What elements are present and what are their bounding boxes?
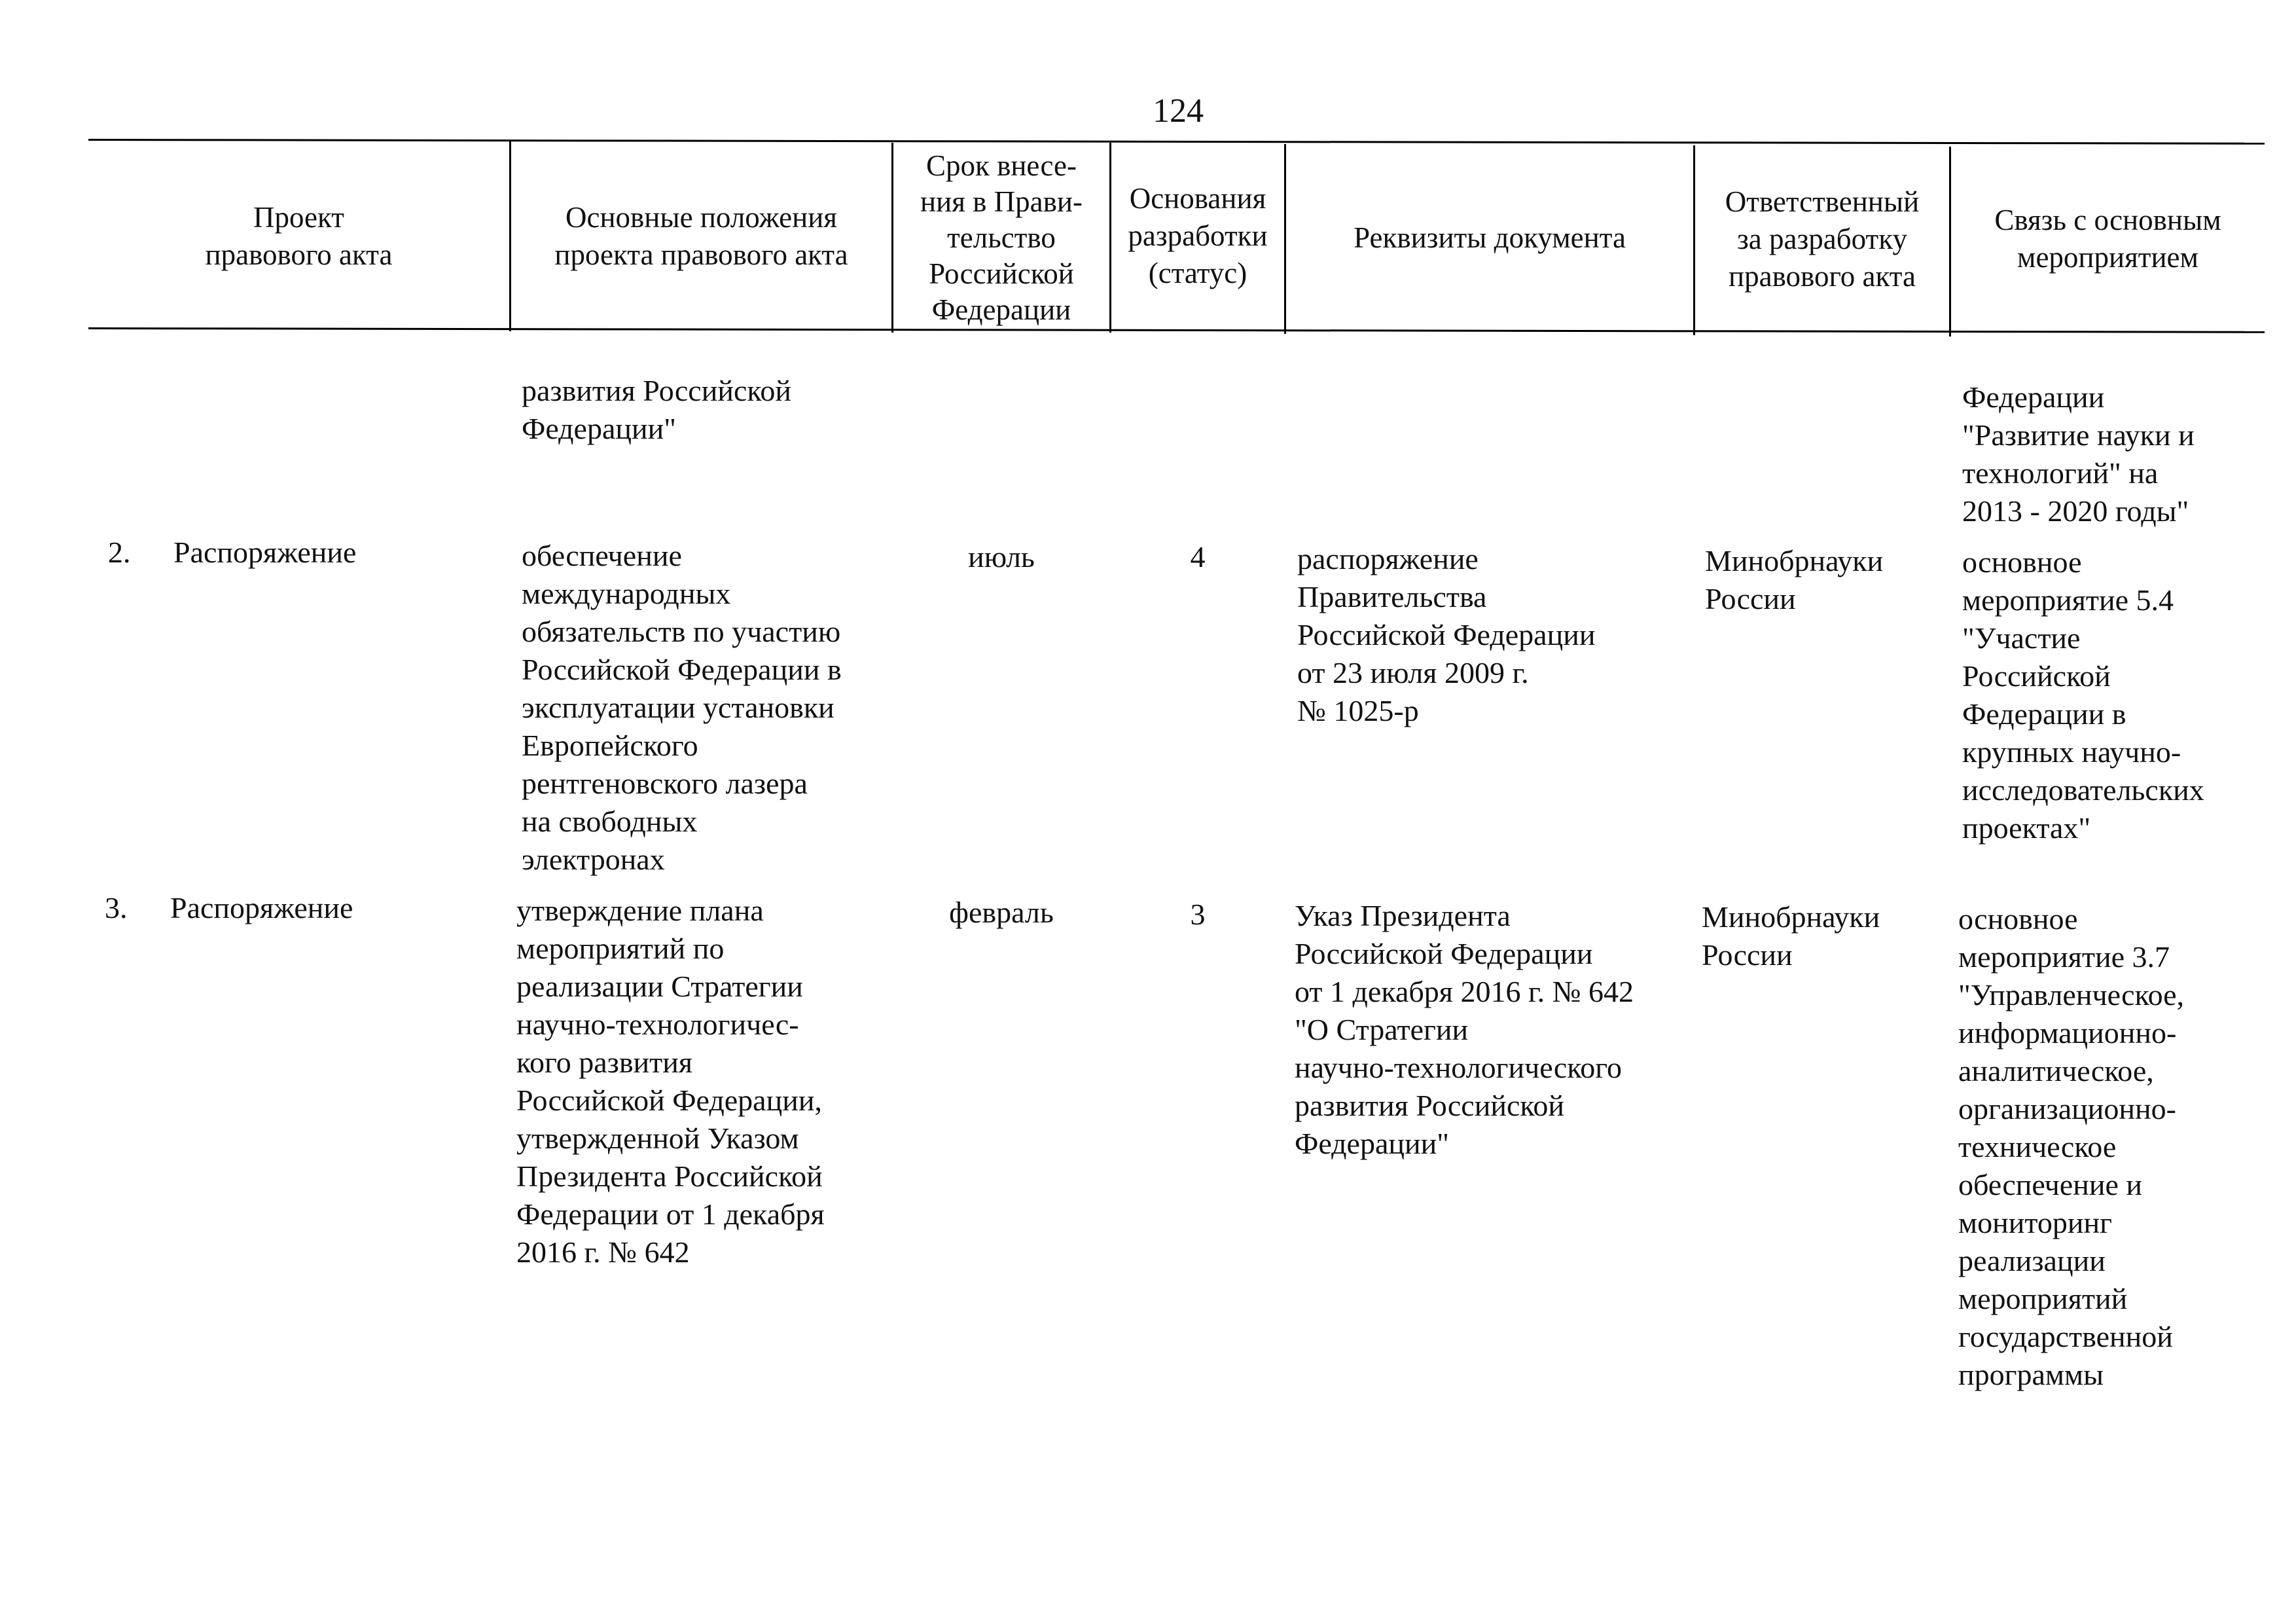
- header-basis: Основания разработки (статус): [1128, 182, 1268, 289]
- row-3-provisions: утверждение плана мероприятий по реализации Стратегии научно-технологичес- кого развития Российской Федерации, утвержденной Указом Президента Российской Федерации от 1 декабря 2016 г. № 642: [516, 894, 825, 1269]
- header-requisites: Реквизиты документа: [1354, 221, 1626, 254]
- row-2-link: основное мероприятие 5.4 "Участие Российской Федерации в крупных научно- исследовательских проектах": [1962, 545, 2204, 845]
- header-link: Связь с основным мероприятием: [1994, 204, 2221, 274]
- row-2-deadline: июль: [968, 540, 1035, 574]
- header-deadline: Срок внесе- ния в Прави- тельство Российской Федерации: [920, 149, 1083, 326]
- page-number: 124: [1153, 92, 1204, 130]
- row-3-responsible: Минобрнауки России: [1702, 900, 1880, 972]
- row-3-requisites: Указ Президента Российской Федерации от 1 декабря 2016 г. № 642 "О Стратегии научно-технологического развития Российской Федерации": [1295, 899, 1634, 1160]
- continuation-link: Федерации "Развитие науки и технологий" на 2013 - 2020 годы": [1962, 380, 2195, 528]
- row-3-number: 3.: [105, 891, 128, 924]
- header-project: Проект правового акта: [205, 200, 393, 271]
- header-responsible: Ответственный за разработку правового акта: [1725, 185, 1920, 293]
- row-2-requisites: распоряжение Правительства Российской Федерации от 23 июля 2009 г. № 1025-р: [1297, 542, 1596, 727]
- header-provisions: Основные положения проекта правового акта: [554, 200, 848, 271]
- row-2-type: Распоряжение: [173, 536, 357, 569]
- row-2-provisions: обеспечение международных обязательств по участию Российской Федерации в эксплуатации установки Европейского рентгеновского лазера на свободных электронах: [522, 539, 842, 876]
- row-3-deadline: февраль: [949, 896, 1054, 929]
- row-2-responsible: Минобрнауки России: [1705, 544, 1884, 615]
- continuation-provisions: развития Российской Федерации": [522, 374, 792, 445]
- row-2-basis: 4: [1190, 540, 1206, 574]
- row-3-link: основное мероприятие 3.7 "Управленческое, информационно- аналитическое, организационно- техническое обеспечение и мониторинг реализации мероприятий государственной программы: [1958, 902, 2185, 1391]
- row-3-basis: 3: [1190, 898, 1206, 931]
- row-3-type: Распоряжение: [170, 891, 353, 924]
- row-2-number: 2.: [108, 536, 131, 569]
